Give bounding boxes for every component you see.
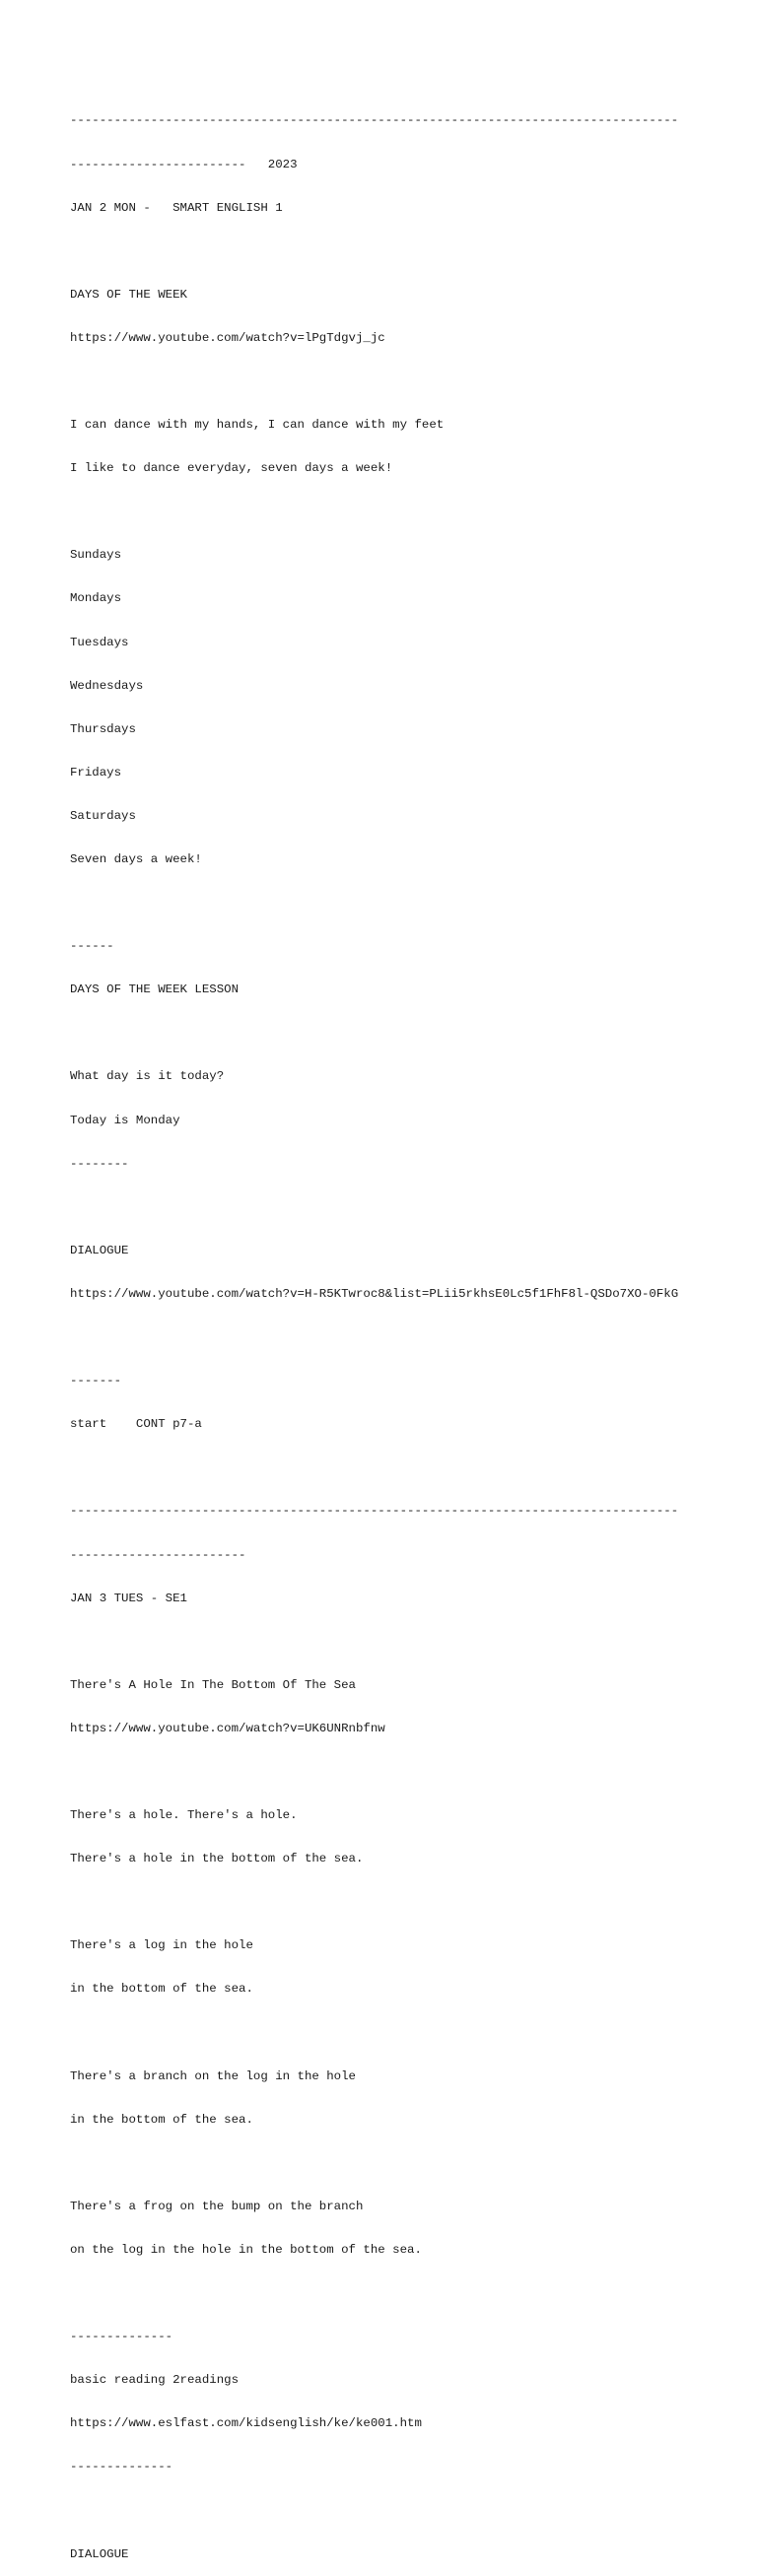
short-separator: -------- — [70, 1156, 129, 1171]
topic-heading: DIALOGUE — [70, 2546, 129, 2561]
lyric-line: There's a frog on the bump on the branch — [70, 2199, 364, 2213]
blank-line — [70, 896, 721, 911]
blank-line — [70, 244, 721, 259]
blank-line — [70, 2504, 721, 2519]
separator-line: ----------------------------------------------------------------------------------- — [70, 113, 679, 128]
short-separator: ------- — [70, 1374, 122, 1389]
separator-line: ------------------------ — [70, 1547, 246, 1562]
lesson-line: What day is it today? — [70, 1069, 225, 1084]
blank-line — [70, 374, 721, 389]
lyric-line: on the log in the hole in the bottom of the sea. — [70, 2243, 422, 2257]
topic-heading: DIALOGUE — [70, 1243, 129, 1257]
lyric-line: There's a log in the hole — [70, 1938, 253, 1953]
lyric-line: Thursdays — [70, 721, 136, 736]
lyric-line: Mondays — [70, 591, 122, 606]
lyric-line: Sundays — [70, 548, 122, 563]
blank-line — [70, 2026, 721, 2041]
lyric-line: There's a branch on the log in the hole — [70, 2068, 356, 2083]
topic-heading: DAYS OF THE WEEK LESSON — [70, 983, 240, 997]
blank-line — [70, 1460, 721, 1475]
lyric-line: in the bottom of the sea. — [70, 2112, 253, 2127]
blank-line — [70, 1026, 721, 1041]
note-line: basic reading 2readings — [70, 2373, 240, 2388]
short-separator: -------------- — [70, 2330, 173, 2344]
lyric-line: Tuesdays — [70, 635, 129, 649]
lyric-line: There's a hole. There's a hole. — [70, 1808, 298, 1823]
document-body — [70, 85, 721, 2576]
lyric-line: Wednesdays — [70, 678, 144, 693]
lyric-line: Saturdays — [70, 808, 136, 823]
video-link[interactable]: https://www.youtube.com/watch?v=UK6UNRnbfnw — [70, 1721, 385, 1735]
section-heading-jan-2: JAN 2 MON - SMART ENGLISH 1 — [70, 200, 283, 215]
blank-line — [70, 505, 721, 519]
lesson-line: Today is Monday — [70, 1113, 180, 1127]
blank-line — [70, 2156, 721, 2171]
video-link[interactable]: https://www.youtube.com/watch?v=H-R5KTwroc8&list=PLii5rkhsE0Lc5f1FhF8l-QSDo7XO-0FkG — [70, 1286, 679, 1301]
lyric-line: I can dance with my hands, I can dance with my feet — [70, 418, 445, 433]
lyric-line: Seven days a week! — [70, 852, 202, 866]
lyric-line: There's a hole in the bottom of the sea. — [70, 1852, 364, 1866]
video-link[interactable]: https://www.youtube.com/watch?v=lPgTdgvj_jc — [70, 330, 385, 345]
section-heading-jan-3: JAN 3 TUES - SE1 — [70, 1591, 187, 1605]
separator-year-line: ------------------------ 2023 — [70, 157, 298, 171]
separator-line: ----------------------------------------------------------------------------------- — [70, 1504, 679, 1519]
topic-heading: DAYS OF THE WEEK — [70, 287, 187, 302]
blank-line — [70, 1895, 721, 1910]
blank-line — [70, 1200, 721, 1215]
blank-line — [70, 2286, 721, 2301]
blank-line — [70, 1635, 721, 1650]
short-separator: -------------- — [70, 2460, 173, 2474]
lyric-line: in the bottom of the sea. — [70, 1982, 253, 1997]
short-separator: ------ — [70, 939, 114, 954]
topic-heading: There's A Hole In The Bottom Of The Sea — [70, 1677, 356, 1692]
lyric-line: I like to dance everyday, seven days a week! — [70, 461, 393, 476]
blank-line — [70, 1765, 721, 1780]
reading-link[interactable]: https://www.eslfast.com/kidsenglish/ke/ke001.htm — [70, 2416, 422, 2431]
note-line: start CONT p7-a — [70, 1417, 202, 1432]
lyric-line: Fridays — [70, 765, 122, 780]
blank-line — [70, 1330, 721, 1345]
